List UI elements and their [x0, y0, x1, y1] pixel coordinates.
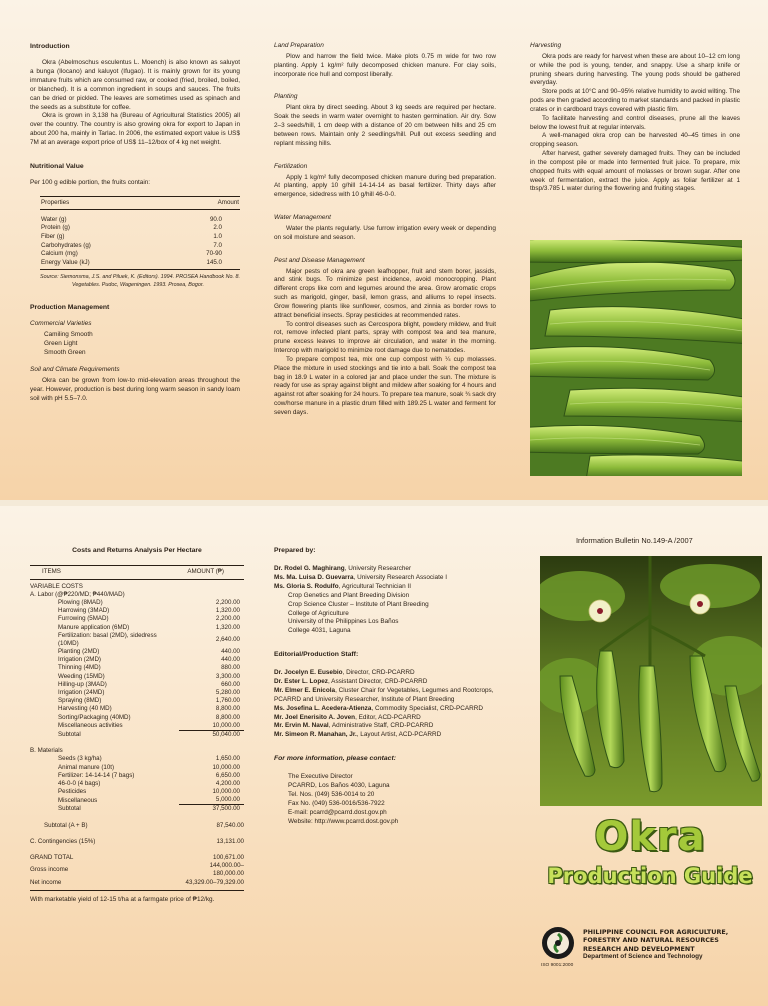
item-cell: Net income: [30, 878, 62, 886]
council-block: [583, 928, 763, 961]
fertilization-text: Apply 1 kg/m² fully decomposed chicken manure during bed preparation. At planting, apply 10 g/hill 14-14-14 as basal fertilizer. Thirty days after emergence, sidedress with 10 g/hill 46-0-0.: [274, 173, 496, 199]
table-row: [40, 250, 240, 259]
item-cell: Harvesting (40 MD): [58, 705, 112, 713]
table-row: [30, 854, 244, 862]
editorial-list: [274, 669, 496, 740]
property-cell: Protein (g): [41, 224, 70, 232]
land-text: Plow and harrow the field twice. Make plots 0.75 m wide for two row planting. Apply 1 kg/m² fully decomposed chicken manure. For clay soils, incorporate rice hull and compost liberally.: [274, 52, 496, 78]
iso-label: ISO 9001:2000: [541, 963, 574, 968]
amount-cell: 10,000.00: [212, 788, 240, 796]
material-rows: [30, 755, 244, 813]
item-cell: Miscellaneous activities: [58, 722, 123, 729]
staff-title: , Assistant Director, CRD-PCARRD: [327, 678, 428, 686]
list-item: Smooth Green: [44, 349, 86, 357]
council-line: FORESTRY AND NATURAL RESOURCES: [583, 936, 719, 945]
table-row: [40, 216, 240, 225]
amount-cell: 7.0: [213, 241, 222, 249]
amount-cell: 1,760.00: [215, 697, 240, 705]
affiliation-line: College of Agriculture: [288, 609, 349, 617]
soil-text: Okra can be grown from low-to mid-elevation areas throughout the year. However, production is best during long warm season in sandy loam soil with pH 5.5–7.0.: [30, 376, 240, 402]
amount-cell: 660.00: [221, 680, 240, 688]
list-item: [274, 565, 496, 574]
amount-cell: 6,650.00: [215, 771, 240, 779]
okra-pods-photo: [530, 240, 742, 476]
column-1: [30, 42, 240, 403]
list-item: [274, 714, 496, 723]
item-cell: Hilling-up (3MAD): [58, 680, 107, 688]
okra-plant-photo: [540, 556, 762, 806]
property-cell: Calcium (mg): [41, 250, 78, 258]
item-cell: Subtotal: [58, 730, 81, 738]
harvesting-paragraph-5: After harvest, gather severely damaged fruits. They can be included in the compost pile or made into fermented fruit juice. To prepare, mix chopped fruits with equal amount of molasses or brown sugar. After one week of fermentation, extract the juice. Apply as foliar fertilizer at 1 tbsp/3.785 L water during the flowering and fruiting stages.: [530, 150, 740, 193]
amount-cell: 145.0: [206, 258, 222, 266]
table-row: [30, 730, 244, 739]
soil-heading: Soil and Climate Requirements: [30, 365, 120, 373]
affiliation-line: College 4031, Laguna: [288, 627, 351, 635]
list-item: [274, 705, 496, 714]
amount-cell: 440.00: [221, 648, 240, 656]
nutrition-table-wrap: [30, 196, 240, 289]
item-cell: Subtotal: [58, 805, 81, 813]
land-heading: Land Preparation: [274, 42, 324, 49]
table-row: [30, 805, 244, 814]
contact-block: [274, 773, 496, 826]
amount-cell: 8,800.00: [215, 713, 240, 721]
col-amount: Amount: [217, 198, 239, 206]
amount-cell: 1,320.00: [215, 607, 240, 615]
bulletin-number: Information Bulletin No.149-A /2007: [576, 536, 693, 545]
amount-cell: 13,131.00: [216, 837, 244, 845]
affiliation-block: [274, 592, 496, 636]
amount-cell: 2,200.00: [215, 598, 240, 606]
list-item: [274, 678, 496, 687]
harvesting-heading: Harvesting: [530, 42, 562, 49]
table-row: [30, 673, 244, 681]
amount-cell: 2.0: [213, 224, 222, 232]
costs-header-row: [30, 566, 244, 579]
affiliation-line: University of the Philippines Los Baños: [288, 618, 399, 626]
table-row: [30, 615, 244, 623]
contact-heading: For more information, please contact:: [274, 755, 396, 762]
water-heading: Water Management: [274, 214, 331, 222]
contact-line: PCARRD, Los Baños 4030, Laguna: [288, 782, 390, 790]
okra-pods-illustration: [530, 240, 742, 476]
table-row: [40, 242, 240, 251]
table-row: [30, 632, 244, 648]
fertilization-heading: Fertilization: [274, 162, 308, 170]
amount-cell: 8,800.00: [215, 705, 240, 713]
table-row: [30, 780, 244, 788]
pest-paragraph-3: To prepare compost tea, mix one cup compost with ¼ cup molasses. Place the mixture in used stockings and tie into a ball. Soak the compost tea bag in 18.9 L water in a colored jar and place under the sun. The mixture is ready for use as spray against blight and mildew after soaking for 4 hours and against rot after soaking for 24 hours. To prepare tea manure, soak ¾ sack dry cow/horse manure in a plastic drum filled with 189.25 L water and ferment for seven days.: [274, 355, 496, 416]
item-cell: Manure application (6MD): [58, 623, 130, 631]
staff-name: Mr. Simeon R. Manahan, Jr.: [274, 731, 357, 739]
item-cell: GRAND TOTAL: [30, 854, 74, 861]
table-row: [30, 796, 244, 805]
harvesting-paragraph-4: A well-managed okra crop can be harvested 40–45 times in one cropping season.: [530, 132, 740, 149]
column-2: [274, 42, 496, 418]
table-row: [30, 624, 244, 632]
item-cell: Subtotal (A + B): [44, 821, 88, 829]
amount-cell: 37,500.00: [179, 805, 244, 814]
item-cell: Weeding (15MD): [58, 672, 105, 680]
amount-cell: 144,000.00–180,000.00: [209, 862, 244, 878]
amount-cell: 43,329.00–79,329.00: [185, 878, 244, 886]
amount-cell: 5,280.00: [215, 689, 240, 696]
list-item: [274, 731, 496, 740]
table-row: [30, 705, 244, 713]
staff-name: Dr. Jocelyn E. Eusebio: [274, 669, 343, 677]
varieties-list: [30, 331, 240, 357]
item-cell: Gross income: [30, 866, 69, 874]
harvesting-paragraph-3: To facilitate harvesting and control diseases, prune all the leaves below the lowest fruit at regular intervals.: [530, 114, 740, 131]
contact-website: Website: http://www.pcarrd.dost.gov.ph: [288, 817, 399, 825]
table-row: [30, 681, 244, 689]
credits-column: [274, 546, 496, 826]
amount-cell: 50,040.00: [179, 730, 244, 739]
affiliation-line: Crop Genetics and Plant Breeding Division: [288, 591, 410, 599]
item-cell: Animal manure (10t): [58, 763, 115, 771]
intro-paragraph-2: Okra is grown in 3,138 ha (Bureau of Agricultural Statistics 2005) all over the country. The country is also growing okra for export to Japan in about 200 ha, mainly in Tarlac. In 2006, the estimated export value is US$ 7M at an average export price of US$ 11–12/box of 4 kg net weight.: [30, 112, 240, 146]
water-text: Water the plants regularly. Use furrow irrigation every week or depending on soil moisture and season.: [274, 224, 496, 241]
table-row: [30, 755, 244, 763]
table-row: [30, 664, 244, 672]
column-3: [530, 42, 740, 194]
intro-paragraph-1: Okra (Abelmoschus esculentus L. Moench) is also known as saluyot a bunga (Ilocano) and kaluyot (Ifugao). It is mainly grown for its young immature fruits which are consumed raw, or cooked (fried, broiled, boiled, or blanched). It is a common ingredient in soups and sauces. The fruits can be dried or pickled. The leaves are sometimes used as spinach and the seeds as a substitute for coffee.: [30, 59, 240, 111]
intro-heading: Introduction: [30, 43, 70, 50]
amount-cell: 5,000.00: [215, 796, 240, 804]
production-heading: Production Management: [30, 304, 110, 312]
amount-cell: 1.0: [213, 233, 222, 240]
staff-title: , Layout Artist, ACD-PCARRD: [356, 731, 442, 739]
table-row: [30, 599, 244, 607]
staff-title: , Cluster Chair for Vegetables, Legumes and Rootcrops, PCARRD and University Researcher, Institute of Plant Breeding: [274, 687, 494, 703]
staff-title: , Commodity Specialist, CRD-PCARRD: [371, 704, 483, 712]
table-row: [30, 764, 244, 772]
varieties-heading: Commercial Varieties: [30, 320, 92, 328]
pest-heading: Pest and Disease Management: [274, 256, 365, 264]
table-row: [30, 607, 244, 615]
item-cell: Fertilization: basal (2MD), sidedress (10MD): [58, 631, 157, 647]
amount-cell: 10,000.00: [212, 763, 240, 771]
staff-name: Mr. Joel Enerisito A. Joven: [274, 713, 356, 721]
table-row: [30, 879, 244, 891]
amount-cell: 90.0: [209, 215, 222, 223]
table-row: [30, 714, 244, 722]
table-row: [30, 697, 244, 705]
pcarrd-logo-icon: [540, 925, 576, 961]
property-cell: Energy Value (kJ): [41, 258, 90, 266]
staff-title: , Administrative Staff, CRD-PCARRD: [328, 722, 434, 730]
pest-paragraph-1: Major pests of okra are green leafhopper, fruit and stem borer, jassids, and stink bugs. To minimize pest incidence, avoid monocropping. Plant different crops like corn and legumes around the area. Grow aromatic crops such as marigold, ginger, basil, lemon grass, and alliums to repel insects. Grow flowering plants like sunflower, cosmos, and zinnia as border rows to attract beneficial insects. Spray pesticides at recommended rates.: [274, 267, 496, 319]
author-title: , University Researcher: [344, 565, 412, 573]
council-line: PHILIPPINE COUNCIL FOR AGRICULTURE,: [583, 928, 729, 936]
amount-cell: 880.00: [221, 664, 240, 672]
item-cell: Irrigation (2MD): [58, 656, 101, 664]
staff-name: Dr. Ester L. Lopez: [274, 678, 328, 686]
table-row: [30, 648, 244, 656]
prepared-heading: Prepared by:: [274, 547, 316, 554]
amount-cell: 4,200.00: [215, 779, 240, 787]
planting-heading: Planting: [274, 93, 298, 101]
table-row: [40, 224, 240, 233]
amount-cell: 10,000.00: [212, 721, 240, 729]
nutrition-source: Source: Siemonsma, J.S. and Piluek, K. (Editors). 1994. PROSEA Handbook No. 8. Vegetables. Pudoc, Wageningen. 1993. Prosea, Bogor.: [40, 274, 240, 288]
amount-cell: 1,650.00: [215, 755, 240, 763]
col-properties: Properties: [41, 198, 70, 206]
item-cell: Thinning (4MD): [58, 664, 101, 672]
list-item: Camiling Smooth: [44, 331, 93, 339]
item-cell: Planting (2MD): [58, 648, 100, 656]
item-cell: 46-0-0 (4 bags): [58, 779, 101, 787]
table-row: [30, 772, 244, 780]
labor-rows: [30, 599, 244, 739]
cover-subtitle: Production Guide: [547, 864, 753, 888]
item-cell: Fertilizer: 14-14-14 (7 bags): [58, 771, 135, 779]
table-row: [30, 722, 244, 731]
author-name: Ms. Ma. Luisa D. Guevarra: [274, 574, 354, 582]
amount-cell: 3,300.00: [215, 672, 240, 680]
harvesting-paragraph-1: Okra pods are ready for harvest when these are about 10–12 cm long or while the pod is young, tender, and snappy. Use a sharp knife or pruning shears during harvesting. The young pods should be gathered everyday.: [530, 52, 740, 87]
materials-heading: B. Materials: [30, 747, 63, 755]
contact-line: Tel. Nos. (049) 536-0014 to 20: [288, 791, 375, 799]
author-title: , Agricultural Technician II: [338, 583, 411, 591]
list-item: [274, 583, 496, 592]
amount-cell: 70-90: [206, 250, 222, 258]
table-row: [30, 838, 244, 846]
inside-panel: [0, 0, 768, 500]
item-cell: Sorting/Packaging (40MD): [58, 713, 131, 721]
table-row: [40, 259, 240, 270]
item-cell: Irrigation (24MD): [58, 689, 105, 696]
list-item: [274, 669, 496, 678]
property-cell: Carbohydrates (g): [41, 241, 91, 249]
item-cell: Furrowing (5MAD): [58, 615, 109, 623]
item-cell: Pesticides: [58, 788, 87, 796]
costs-heading: Costs and Returns Analysis Per Hectare: [72, 547, 202, 554]
nutrition-heading: Nutritional Value: [30, 162, 84, 170]
prepared-list: [274, 565, 496, 636]
amount-cell: 100,671.00: [213, 854, 244, 861]
contact-line: Fax No. (049) 536-0016/536-7922: [288, 799, 385, 807]
col-items: ITEMS: [42, 568, 61, 576]
contact-email: E-mail: pcarrd@pcarrd.dost.gov.ph: [288, 808, 387, 816]
amount-cell: 440.00: [221, 656, 240, 664]
list-item: [274, 687, 496, 705]
editorial-heading: Editorial/Production Staff:: [274, 651, 359, 658]
item-cell: Plowing (8MAD): [58, 598, 103, 606]
author-name: Ms. Gloria S. Rodulfo: [274, 583, 339, 591]
council-line: RESEARCH AND DEVELOPMENT: [583, 944, 695, 953]
col-amount: AMOUNT (₱): [187, 568, 224, 576]
planting-text: Plant okra by direct seeding. About 3 kg seeds are required per hectare. Soak the seeds in warm water overnight to hasten germination. Air dry. Sow 2–3 seeds/hill, 1 cm deep with a distance of 20 cm between hills and 25 cm between rows. Maintain only 2 seedlings/hill. Pull out excess seedling and replant missing hills.: [274, 104, 496, 147]
table-row: [40, 233, 240, 242]
pcarrd-logo: [540, 925, 576, 961]
nutrition-intro: Per 100 g edible portion, the fruits contain:: [30, 179, 151, 187]
costs-note: With marketable yield of 12-15 t/ha at a farmgate price of ₱12/kg.: [30, 895, 215, 903]
item-cell: Spraying (8MD): [58, 697, 102, 705]
property-cell: Fiber (g): [41, 233, 65, 240]
cover-title: Okra: [594, 814, 706, 860]
table-row: [30, 656, 244, 664]
staff-title: , Director, CRD-PCARRD: [342, 669, 415, 677]
contact-line: The Executive Director: [288, 773, 353, 781]
table-row: [30, 822, 244, 830]
costs-column: [30, 546, 244, 905]
staff-name: Mr. Elmer E. Enicola: [274, 687, 336, 695]
amount-cell: 2,640.00: [215, 635, 240, 643]
item-cell: C. Contingencies (15%): [30, 837, 96, 845]
staff-title: , Editor, ACD-PCARRD: [355, 713, 421, 721]
list-item: [274, 574, 496, 583]
item-cell: Miscellaneous: [58, 796, 98, 804]
nutrition-table: [40, 196, 240, 270]
dost-line: Department of Science and Technology: [583, 952, 703, 960]
list-item: [274, 722, 496, 731]
affiliation-line: Crop Science Cluster – Institute of Plant Breeding: [288, 600, 429, 608]
author-name: Dr. Rodel G. Maghirang: [274, 565, 345, 573]
amount-cell: 87,540.00: [216, 821, 244, 829]
table-row: [30, 788, 244, 796]
property-cell: Water (g): [41, 215, 67, 223]
staff-name: Mr. Ervin M. Naval: [274, 722, 329, 730]
item-cell: Seeds (3 kg/ha): [58, 755, 102, 763]
table-row: [30, 689, 244, 697]
costs-table: [30, 565, 244, 890]
labor-heading: A. Labor (@₱220/MD; ₱440/MAD): [30, 590, 125, 598]
amount-cell: 1,320.00: [215, 623, 240, 631]
item-cell: Harrowing (3MAD): [58, 607, 110, 615]
pest-paragraph-2: To control diseases such as Cercospora blight, powdery mildew, and fruit rot, remove infected plant parts, spray with compost tea and tea manure, prune excess leaves to improve air circulation, and water in the morning. Intercrop with marigold to minimize root damage due to nematodes.: [274, 320, 496, 355]
amount-cell: 2,200.00: [215, 615, 240, 623]
okra-plant-illustration: [540, 556, 762, 806]
list-item: Green Light: [44, 340, 78, 348]
table-row: [30, 862, 244, 878]
variable-costs-label: VARIABLE COSTS: [30, 582, 83, 590]
staff-name: Ms. Josefina L. Acedera-Atienza: [274, 704, 372, 712]
harvesting-paragraph-2: Store pods at 10°C and 90–95% relative humidity to avoid wilting. The pods are then graded according to market standards and packed in plastic crates or in cardboard trays covered with plastic film.: [530, 88, 740, 113]
author-title: , University Research Associate I: [353, 574, 447, 582]
